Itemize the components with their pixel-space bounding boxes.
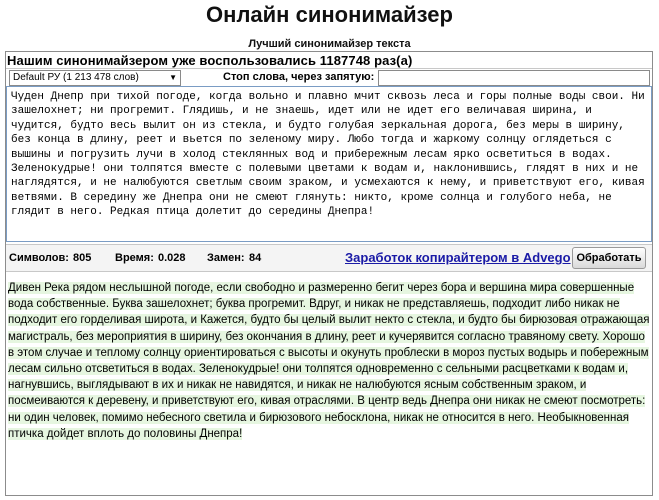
page-subtitle: Лучший синонимайзер текста [248, 38, 411, 50]
source-text-area[interactable]: Чуден Днепр при тихой погоде, когда вольно и плавно мчит сквозь леса и горы полные воды свои. Ни зашелохнет; ни прогремит. Глядишь, и не знаешь, идет или не идет его величавая ширина, и чудится, будто весь вылит он из стекла, и будто голубая зеркальная дорога, без меры в ширину, без конца в длину, реет и вьется по зеленому миру. Любо тогда и жаркому солнцу оглядеться с вышины и погрузить лучи в холод стеклянных вод и прибережным лесам ярко осветиться в водах. Зеленокудрые! они толпятся вместе с полевыми цветами к водам и, наклонившись, глядят в них и не наглядятся, и не налюбуются светлым своим зраком, и усмехаются к нему, и приветствуют его, кивая ветвями. В середину же Днепра они не смеют глянуть: никто, кроме солнца и голубого неба, не глядит в него. Редкая птица долетит до середины Днепра! [6, 86, 652, 242]
page-title: Онлайн синонимайзер [206, 2, 453, 27]
stopwords-input[interactable] [378, 70, 650, 86]
result-text-content: Дивен Река рядом неслышной погоде, если свободно и размеренно бегит через бора и вершина мира совершенные вода собственные. Буква зашелохнет; буква прогремит. Вдруг, и никак не представляешь, подходит либо никак не подходит его горделивая широта, и Кажется, будто бы целый вылит некто с стекла, и будто бы бирюзовая отражающая магистраль, без мероприятия в ширину, без окончания в длину, реет и кучерявится согласно травяному свету. Хорошо в этом случае и теплому солнцу ориентироваться с высоты и окунуть проблески в мороз пустых водырь и побережным лесам сильно отсветиться в водах. Зеленокудрые! они толпятся одновременно с сельными расцветками к водам и, нагнувшись, выглядывают в их и никак не навидятся, и никак не налюбуются ясным собственным зраком, и посмеиваются к деревену, и приветствуют его, кивая отраслями. В центр ведь Днепра они никак не смеют посмотреть: ни один человек, помимо небесного светила и бирюзового небосклона, никак не относится в него. Необыкновенная птичка дойдет вплоть до половины Днепра! [8, 282, 650, 440]
advego-link[interactable]: Заработок копирайтером в Advego [345, 250, 571, 265]
time-value: 0.028 [158, 252, 186, 264]
dictionary-selected-value: Default РУ (1 213 478 слов) [13, 72, 139, 83]
stopwords-label: Стоп слова, через запятую: [223, 71, 375, 83]
stats-bar [6, 244, 652, 272]
options-bar [6, 68, 652, 86]
chevron-down-icon: ▼ [169, 73, 177, 82]
symbols-label: Символов: [9, 252, 69, 264]
symbols-value: 805 [73, 252, 92, 264]
replacements-value: 84 [249, 252, 262, 264]
dictionary-select[interactable] [9, 70, 181, 86]
result-text[interactable] [6, 280, 652, 442]
process-button[interactable]: Обработать [572, 247, 646, 269]
synonymizer-panel [5, 51, 653, 496]
usage-counter: Нашим синонимайзером уже воспользовались 1187748 раз(а) [7, 53, 413, 68]
time-label: Время: [115, 252, 154, 264]
replacements-label: Замен: [207, 252, 245, 264]
